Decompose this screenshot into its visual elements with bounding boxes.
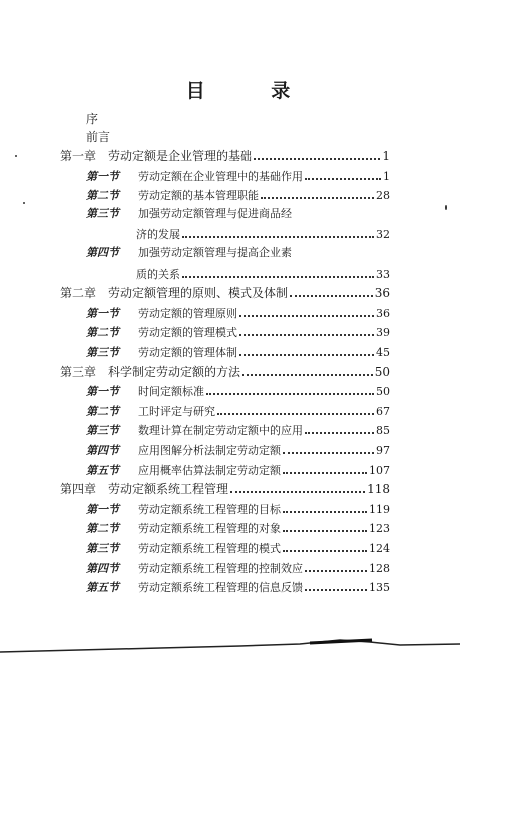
- toc-section-row-label: [86, 187, 259, 205]
- section-number: 第一节: [86, 385, 119, 399]
- section-title: 应用图解分析法制定劳动定额: [138, 444, 281, 457]
- section-number: 第一节: [86, 169, 119, 183]
- scan-speck: [23, 202, 25, 204]
- page-number: 107: [369, 463, 390, 477]
- toc-section-row: [86, 322, 390, 340]
- toc-section-row: [86, 303, 390, 321]
- dot-leader: [182, 264, 374, 278]
- preface-item: 序: [86, 112, 99, 126]
- section-title: 数理计算在制定劳动定额中的应用: [138, 424, 303, 438]
- toc-section-row-label: [86, 422, 303, 440]
- toc-section-row: [86, 558, 390, 576]
- section-title-continued: 济的发展: [136, 228, 180, 242]
- section-title: 工时评定与研究: [138, 404, 215, 418]
- page-number: 36: [374, 286, 390, 301]
- page-number: 32: [376, 228, 390, 242]
- section-number: 第四节: [86, 246, 119, 259]
- toc-section-continuation-row: [136, 224, 390, 242]
- section-number: 第三节: [86, 346, 119, 359]
- section-number: 第三节: [86, 424, 119, 438]
- section-number: 第二节: [86, 404, 119, 418]
- scan-speck: [445, 205, 447, 210]
- bottom-rule: [0, 628, 506, 658]
- section-title: 劳动定额系统工程管理的模式: [138, 542, 281, 555]
- toc-section-row-label: [86, 383, 204, 401]
- page-number: 85: [376, 424, 390, 438]
- section-title: 劳动定额在企业管理中的基础作用: [138, 169, 303, 183]
- toc-section-row-label: [86, 168, 303, 186]
- toc-section-row: [86, 518, 390, 536]
- toc-section-row: [86, 577, 390, 595]
- dot-leader: [305, 577, 367, 591]
- toc-section-continuation-row-label: [136, 266, 180, 284]
- dot-leader: [290, 283, 373, 297]
- toc-section-row-label: [86, 501, 281, 519]
- dot-leader: [283, 440, 374, 454]
- section-number: 第四节: [86, 444, 119, 457]
- toc-section-row-label: [86, 540, 281, 558]
- dot-leader: [239, 322, 374, 336]
- toc-section-row-label: [86, 579, 303, 597]
- toc-chapter-row-label: [60, 363, 240, 381]
- page-number: 39: [376, 326, 390, 340]
- section-title: 加强劳动定额管理与提高企业素: [138, 246, 292, 259]
- dot-leader: [283, 518, 367, 532]
- section-title: 劳动定额的管理体制: [138, 346, 237, 359]
- section-title: 时间定额标准: [138, 385, 204, 399]
- page-number: 33: [376, 267, 390, 281]
- section-number: 第一节: [86, 306, 119, 320]
- toc-section-row-label: [86, 205, 292, 223]
- toc-section-row: [86, 381, 390, 399]
- dot-leader: [283, 460, 367, 474]
- section-title: 加强劳动定额管理与促进商品经: [138, 206, 292, 220]
- toc-section-row: [86, 499, 390, 517]
- page-number: 118: [367, 482, 390, 497]
- section-number: 第二节: [86, 189, 119, 203]
- section-title: 应用概率估算法制定劳动定额: [138, 463, 281, 477]
- section-number: 第四节: [86, 561, 119, 575]
- section-title: 劳动定额系统工程管理的目标: [138, 502, 281, 516]
- page-number: 123: [369, 522, 390, 536]
- page-number: 50: [374, 364, 390, 379]
- chapter-title: 第四章 劳动定额系统工程管理: [60, 482, 229, 497]
- toc-section-row: [86, 440, 390, 458]
- toc-section-row-label: [86, 442, 281, 460]
- toc-section-row: [86, 342, 390, 360]
- toc-section-row: [86, 205, 292, 223]
- section-number: 第五节: [86, 463, 119, 477]
- toc-section-row-label: [86, 520, 281, 538]
- dot-leader: [261, 185, 374, 199]
- toc-section-row: [86, 185, 390, 203]
- section-title-continued: 质的关系: [136, 267, 180, 281]
- toc-section-row: [86, 401, 390, 419]
- section-title: 劳动定额系统工程管理的信息反馈: [138, 581, 303, 595]
- toc-chapter-row-label: [60, 480, 228, 498]
- section-title: 劳动定额的基本管理职能: [138, 189, 259, 203]
- section-number: 第三节: [86, 542, 119, 555]
- section-title: 劳动定额的管理原则: [138, 306, 237, 320]
- toc-chapter-row-label: [60, 147, 252, 165]
- chapter-title: 第一章 劳动定额是企业管理的基础: [60, 149, 253, 163]
- page-number: 1: [383, 169, 390, 183]
- toc-chapter-row: [60, 362, 390, 380]
- scan-speck: [15, 155, 17, 157]
- toc-chapter-row-label: [60, 284, 288, 302]
- chapter-title: 第二章 劳动定额管理的原则、模式及体制: [60, 286, 289, 301]
- toc-heading: 目 录: [185, 80, 321, 102]
- dot-leader: [239, 342, 374, 356]
- toc-section-row: [86, 166, 390, 184]
- section-title: 劳动定额的管理模式: [138, 326, 237, 340]
- page-number: 97: [376, 444, 390, 457]
- toc-section-row-label: [86, 244, 292, 262]
- toc-section-row-label: [86, 403, 215, 421]
- dot-leader: [239, 303, 374, 317]
- section-number: 第二节: [86, 326, 119, 340]
- page-number: 128: [369, 561, 390, 575]
- toc-section-row: [86, 538, 390, 556]
- section-title: 劳动定额系统工程管理的控制效应: [138, 561, 303, 575]
- toc-chapter-row: [60, 146, 390, 164]
- page-number: 124: [369, 542, 390, 555]
- dot-leader: [206, 381, 374, 395]
- dot-leader: [305, 558, 367, 572]
- toc-chapter-row: [60, 283, 390, 301]
- dot-leader: [254, 146, 380, 160]
- dot-leader: [242, 362, 373, 376]
- toc-section-row-label: [86, 305, 237, 323]
- dot-leader: [283, 499, 367, 513]
- toc-section-row-label: [86, 324, 237, 342]
- dot-leader: [182, 224, 374, 238]
- toc-section-row-label: [86, 462, 281, 480]
- toc-section-row-label: [86, 344, 237, 362]
- toc-section-row-label: [86, 560, 303, 578]
- page-number: 45: [376, 346, 390, 359]
- page-number: 50: [376, 385, 390, 399]
- page-number: 1: [382, 149, 390, 163]
- section-number: 第五节: [86, 581, 119, 595]
- section-number: 第一节: [86, 502, 119, 516]
- dot-leader: [305, 166, 381, 180]
- toc-section-row: [86, 460, 390, 478]
- page-number: 119: [369, 502, 390, 516]
- toc-section-continuation-row-label: [136, 226, 180, 244]
- dot-leader: [230, 479, 365, 493]
- toc-section-row: [86, 244, 292, 262]
- page-number: 67: [376, 404, 390, 418]
- dot-leader: [283, 538, 367, 552]
- section-number: 第二节: [86, 522, 119, 536]
- section-number: 第三节: [86, 206, 119, 220]
- page-number: 28: [376, 189, 390, 203]
- foreword-item: 前言: [86, 130, 111, 144]
- page-number: 36: [376, 306, 390, 320]
- toc-chapter-row: [60, 479, 390, 497]
- page-number: 135: [369, 581, 390, 595]
- section-title: 劳动定额系统工程管理的对象: [138, 522, 281, 536]
- toc-section-row: [86, 420, 390, 438]
- dot-leader: [305, 420, 374, 434]
- chapter-title: 第三章 科学制定劳动定额的方法: [60, 364, 241, 379]
- toc-section-continuation-row: [136, 264, 390, 282]
- dot-leader: [217, 401, 374, 415]
